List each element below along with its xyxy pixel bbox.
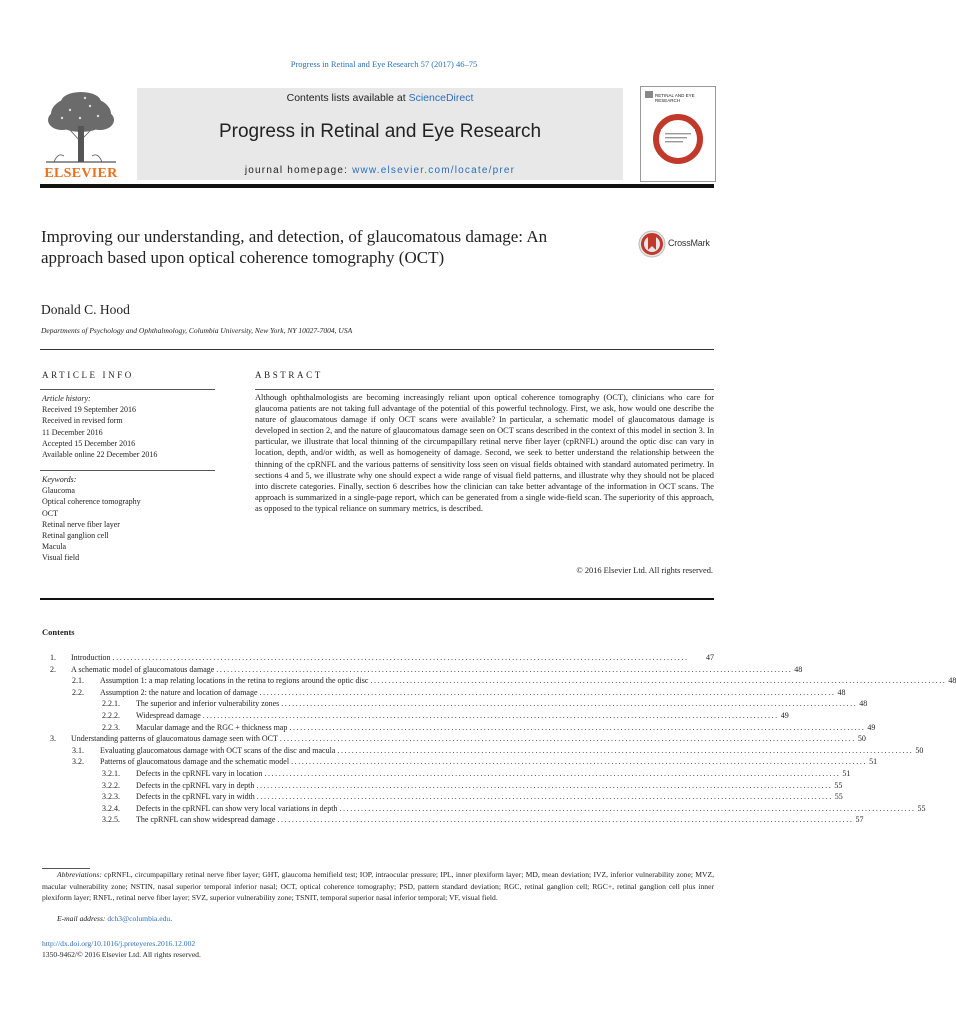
sciencedirect-link[interactable]: ScienceDirect [408,92,474,104]
journal-homepage-line: journal homepage: www.elsevier.com/locate/prer [244,165,516,176]
toc-entry-number: 1. [50,653,56,662]
keyword-item: Optical coherence tomography [42,497,141,507]
toc-entry-page: 49 [867,722,876,732]
toc-entry[interactable] [40,653,714,664]
toc-dot-leader: ................................................................................................................................................................ [339,803,916,813]
email-link[interactable]: dch3@columbia.edu [107,914,171,923]
toc-entry-title: Introduction [71,653,111,662]
toc-entry-page: 48 [837,687,846,697]
toc-entry-number: 3. [50,734,56,744]
toc-entry-number: 3.2.4. [102,803,120,813]
toc-entry-page: 48 [859,699,868,709]
toc-dot-leader: ................................................................................................................................................................ [112,653,689,662]
toc-entry-title: Evaluating glaucomatous damage with OCT scans of the disc and macula [100,745,336,755]
toc-entry-number: 3.2.2. [102,780,120,790]
crossmark-label: CrossMark [668,238,710,248]
toc-entry[interactable] [40,722,876,734]
article-title: Improving our understanding, and detection, of glaucomatous damage: An approach based upon optical coherence tomography (OCT) [41,227,548,267]
toc-entry[interactable] [40,780,843,792]
toc-entry-number: 3.2.5. [102,815,120,825]
toc-dot-leader: ................................................................................................................................................................ [256,780,833,790]
toc-dot-leader: ................................................................................................................................................................ [256,792,833,802]
toc-dot-leader: ................................................................................................................................................................ [370,676,947,686]
history-line: 11 December 2016 [42,427,103,437]
toc-entry[interactable] [40,664,803,676]
toc-dot-leader: ................................................................................................................................................................ [289,722,866,732]
author-name: Donald C. Hood [41,302,130,317]
toc-entry-page: 50 [915,745,924,755]
keyword-item: Glaucoma [42,486,75,496]
journal-cover-image[interactable] [640,86,716,182]
abstract-text: Although ophthalmologists are becoming increasingly reliant upon optical coherence tomography (OCT), clinicians who care for glaucoma patients are not taking full advantage of the potential of this powerful technology. First, we ask, how would one describe the nature of glaucomatous damage if only OCT scans were available? In particular, a schematic model of glaucomatous damage is developed in section 2, and the nature of glaucomatous damage seen on OCT scans described in the context of this model in section 3. In particular, we illustrate that local thinning of the circumpapillary retinal nerve fiber layer (cpRNFL) around the optic disc can vary in location, depth, and/or width, as well as homogeneity of damage. Second, we seek to better understand the relationship between the thinning of the cpRNFL and the various patterns of sensitivity loss seen on visual fields obtained with standard automated perimetry. In sections 4 and 5, we illustrate why one should expect a wide range of visual field patterns, and illustrate why they should not be placed into discrete categories. Finally, section 6 describes how the clinician can take better advantage of the information in OCT scans. The approach is summarized in a single-page report, which can be generated from a single wide-field scan. The superiority of this approach, as opposed to the typical reliance on summary metrics, is described. [255,393,714,513]
toc-dot-leader: ................................................................................................................................................................ [202,711,779,720]
toc-dot-leader: ................................................................................................................................................................ [281,699,858,709]
toc-entry-title: Assumption 2: the nature and location of damage [100,687,258,697]
contents-heading: Contents [42,627,75,637]
keyword-item: Retinal nerve fiber layer [42,519,120,529]
contents-availability-line: Contents lists available at ScienceDirect [286,92,474,104]
journal-citation-link[interactable]: Progress in Retinal and Eye Research 57 (2017) 46–75 [290,59,478,69]
divider [255,389,714,390]
history-line: Available online 22 December 2016 [42,450,158,460]
toc-dot-leader: ................................................................................................................................................................ [264,769,841,778]
abbreviations-label: Abbreviations: [57,870,102,879]
toc-dot-leader: ................................................................................................................................................................ [259,687,836,697]
toc-entry[interactable] [40,676,956,687]
abbreviations-text: cpRNFL, circumpapillary retinal nerve fiber layer; GHT, glaucoma hemifield test; IOP, intraocular pressure; IPL, inner plexiform layer; MD, mean deviation; IVZ, inferior vulnerability zone; MVZ, macular vulnerability zone; NSTIN, nasal superior temporal inferior nasal; OCT, optical coherence tomography; PSD, pattern standard deviation; RGC, retinal ganglion cell; RGC+, retinal ganglion cell plus inner plexiform layer; RNFL, retinal nerve fiber layer; SVZ, superior vulnerability zone; TSNIT, temporal superior nasal inferior temporal; VF, visual field. [42,870,714,902]
article-info-heading: ARTICLE INFO [42,370,134,380]
toc-entry[interactable] [40,711,789,722]
toc-entry[interactable] [40,815,864,826]
divider [40,598,714,600]
doi-link[interactable]: http://dx.doi.org/10.1016/j.preteyeres.2016.12.002 [42,939,196,948]
toc-dot-leader: ................................................................................................................................................................ [279,734,856,744]
toc-entry-page: 50 [857,734,866,744]
header-divider [40,184,714,188]
email-label: E-mail address: [57,914,108,923]
toc-entry-number: 2.2. [72,687,84,697]
journal-title: Progress in Retinal and Eye Research [218,121,542,142]
toc-entry-title: Assumption 1: a map relating locations in the retina to regions around the optic disc [100,676,369,686]
author-affiliation: Departments of Psychology and Ophthalmology, Columbia University, New York, NY 10027-7004, USA [41,326,353,335]
toc-entry-page: 48 [948,676,956,686]
toc-entry-page: 57 [855,815,864,825]
toc-entry-page: 48 [794,664,803,674]
toc-entry-page: 55 [834,780,843,790]
toc-entry-number: 3.2.3. [102,792,120,802]
toc-entry-title: Defects in the cpRNFL vary in depth [136,780,255,790]
keywords-list [42,474,217,564]
toc-entry-number: 3.1. [72,745,84,755]
toc-entry-title: A schematic model of glaucomatous damage [71,664,215,674]
elsevier-logo [40,90,122,182]
history-line: Received in revised form [42,416,123,426]
toc-entry[interactable] [40,745,924,757]
toc-entry-number: 2.2.2. [102,711,120,720]
toc-entry-page: 49 [780,711,789,720]
crossmark-icon [638,230,666,258]
email-footnote: E-mail address: dch3@columbia.edu. [57,914,173,923]
toc-entry[interactable] [40,792,843,803]
crossmark-button[interactable] [638,230,718,258]
keywords-label: Keywords: [42,475,77,484]
toc-entry-title: Macular damage and the RGC + thickness map [136,722,288,732]
toc-entry-title: Patterns of glaucomatous damage and the schematic model [100,757,290,767]
toc-entry[interactable] [40,769,851,780]
elsevier-wordmark: ELSEVIER [44,166,118,181]
toc-entry-title: The cpRNFL can show widespread damage [136,815,276,825]
toc-dot-leader: ................................................................................................................................................................ [216,664,793,674]
toc-entry-title: Understanding patterns of glaucomatous damage seen with OCT [71,734,278,744]
article-history [42,393,217,460]
toc-entry[interactable] [40,803,926,815]
toc-entry-title: Defects in the cpRNFL can show very local variations in depth [136,803,338,813]
toc-entry-title: Widespread damage [136,711,201,720]
toc-entry-page: 51 [842,769,851,778]
history-line: Accepted 15 December 2016 [42,438,136,448]
divider [40,389,215,390]
toc-entry-page: 55 [834,792,843,802]
toc-dot-leader: ................................................................................................................................................................ [291,757,868,767]
elsevier-tree-icon [40,90,122,164]
toc-entry-title: Defects in the cpRNFL vary in width [136,792,255,802]
divider [40,349,714,350]
keyword-item: Visual field [42,553,80,563]
toc-dot-leader: ................................................................................................................................................................ [277,815,854,825]
toc-entry-number: 3.2.1. [102,769,120,778]
keyword-item: OCT [42,508,58,518]
toc-entry-number: 2.1. [72,676,84,686]
history-label: Article history: [42,394,91,403]
toc-entry-title: The superior and inferior vulnerability zones [136,699,280,709]
divider [40,470,215,471]
journal-header-band [137,88,623,180]
toc-entry-number: 2.2.1. [102,699,120,709]
abstract-copyright: © 2016 Elsevier Ltd. All rights reserved. [576,566,713,575]
toc-entry[interactable] [40,687,846,699]
keyword-item: Macula [42,542,66,552]
toc-entry-page: 55 [917,803,926,813]
journal-homepage-link[interactable]: www.elsevier.com/locate/prer [352,165,516,176]
abstract-heading: ABSTRACT [255,370,323,380]
toc-entry-page: 47 [706,653,714,662]
toc-entry[interactable] [40,757,878,768]
toc-entry-title: Defects in the cpRNFL vary in location [136,769,263,778]
toc-dot-leader: ................................................................................................................................................................ [337,745,914,755]
history-line: Received 19 September 2016 [42,405,136,415]
keyword-item: Retinal ganglion cell [42,531,109,541]
cover-title: RETINAL AND EYE RESEARCH [655,93,695,103]
toc-entry-number: 2.2.3. [102,722,120,732]
toc-entry-number: 2. [50,664,56,674]
toc-entry-number: 3.2. [72,757,84,767]
toc-entry[interactable] [40,734,866,745]
toc-entry-page: 51 [869,757,878,767]
issn-copyright: 1350-9462/© 2016 Elsevier Ltd. All rights reserved. [42,950,201,959]
abbreviations-footnote [42,869,714,904]
toc-entry[interactable] [40,699,868,710]
